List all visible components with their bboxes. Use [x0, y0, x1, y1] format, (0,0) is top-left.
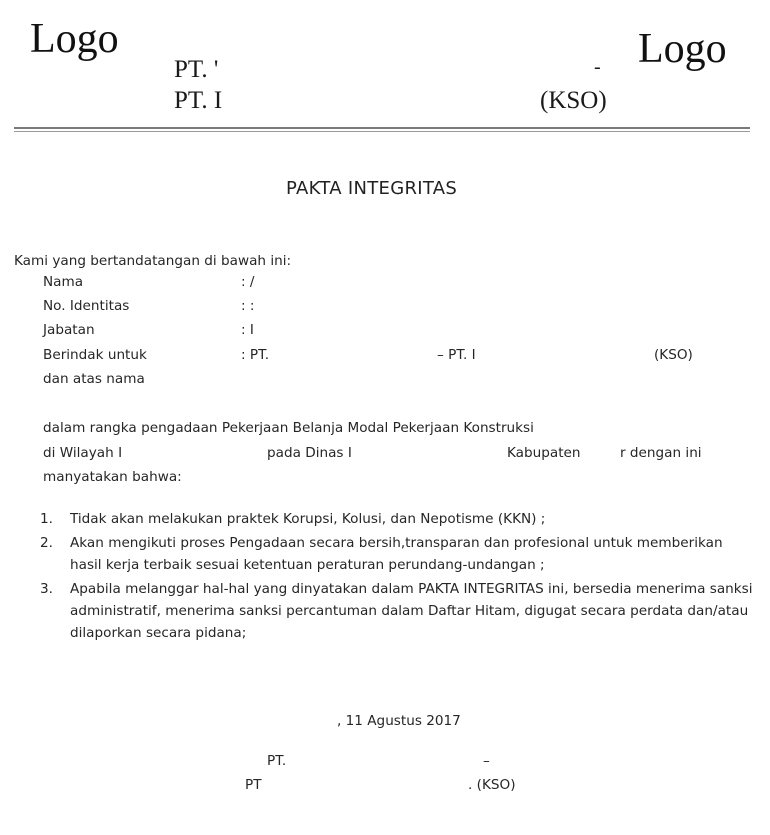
header-rule-top	[14, 127, 750, 129]
paragraph-line-3: manyatakan bahwa:	[43, 469, 182, 485]
list-item	[14, 578, 754, 644]
field-value-identitas: : :	[241, 298, 255, 314]
statement-list	[14, 508, 754, 646]
field-value-berindak-1: : PT.	[241, 347, 270, 363]
document-title: PAKTA INTEGRITAS	[286, 178, 458, 199]
field-label-identitas: No. Identitas	[43, 298, 130, 314]
company-line-2: PT. I	[174, 87, 223, 114]
field-value-berindak-suffix: (KSO)	[654, 347, 693, 363]
paragraph-line-2b: pada Dinas I	[267, 445, 352, 461]
intro-text: Kami yang bertandatangan di bawah ini:	[14, 253, 292, 269]
signature-company-2: PT	[245, 777, 262, 793]
list-item-number: 3.	[40, 581, 53, 597]
signature-company-2-suffix: . (KSO)	[468, 777, 516, 793]
paragraph-line-1: dalam rangka pengadaan Pekerjaan Belanja Modal Pekerjaan Konstruksi	[43, 420, 534, 436]
company-line-2-suffix: (KSO)	[540, 87, 607, 114]
paragraph-line-2c: Kabupaten	[507, 445, 581, 461]
paragraph-line-2a: di Wilayah I	[43, 445, 123, 461]
signature-company-1: PT.	[267, 753, 287, 769]
list-item	[14, 508, 754, 530]
signature-company-1-dash: –	[483, 753, 490, 769]
logo-right: Logo	[638, 26, 727, 72]
field-label-jabatan: Jabatan	[43, 322, 95, 338]
field-label-nama: Nama	[43, 274, 84, 290]
list-item-text: Akan mengikuti proses Pengadaan secara bersih,transparan dan profesional untuk memberikan hasil kerja terbaik sesuai ketentuan peraturan perundang-undangan ;	[70, 535, 723, 573]
list-item-number: 1.	[40, 511, 53, 527]
atas-nama-text: dan atas nama	[43, 371, 145, 387]
list-item-text: Tidak akan melakukan praktek Korupsi, Kolusi, dan Nepotisme (KKN) ;	[70, 511, 546, 527]
field-label-berindak: Berindak untuk	[43, 347, 147, 363]
field-value-nama: : /	[241, 274, 255, 290]
field-value-berindak-2: – PT. I	[437, 347, 476, 363]
list-item-number: 2.	[40, 535, 53, 551]
field-value-jabatan: : I	[241, 322, 254, 338]
paragraph-line-2d: r dengan ini	[620, 445, 702, 461]
company-line-1: PT. '	[174, 56, 219, 83]
company-line-1-dash: -	[594, 56, 601, 78]
list-item-text: Apabila melanggar hal-hal yang dinyatakan dalam PAKTA INTEGRITAS ini, bersedia menerima sanksi administratif, menerima sanksi percantuman dalam Daftar Hitam, digugat secara perdata dan/atau dilaporkan secara pidana;	[70, 581, 753, 641]
logo-left: Logo	[30, 16, 119, 62]
list-item	[14, 532, 754, 576]
signature-date: , 11 Agustus 2017	[337, 713, 461, 729]
header-rule-bottom	[14, 131, 750, 132]
